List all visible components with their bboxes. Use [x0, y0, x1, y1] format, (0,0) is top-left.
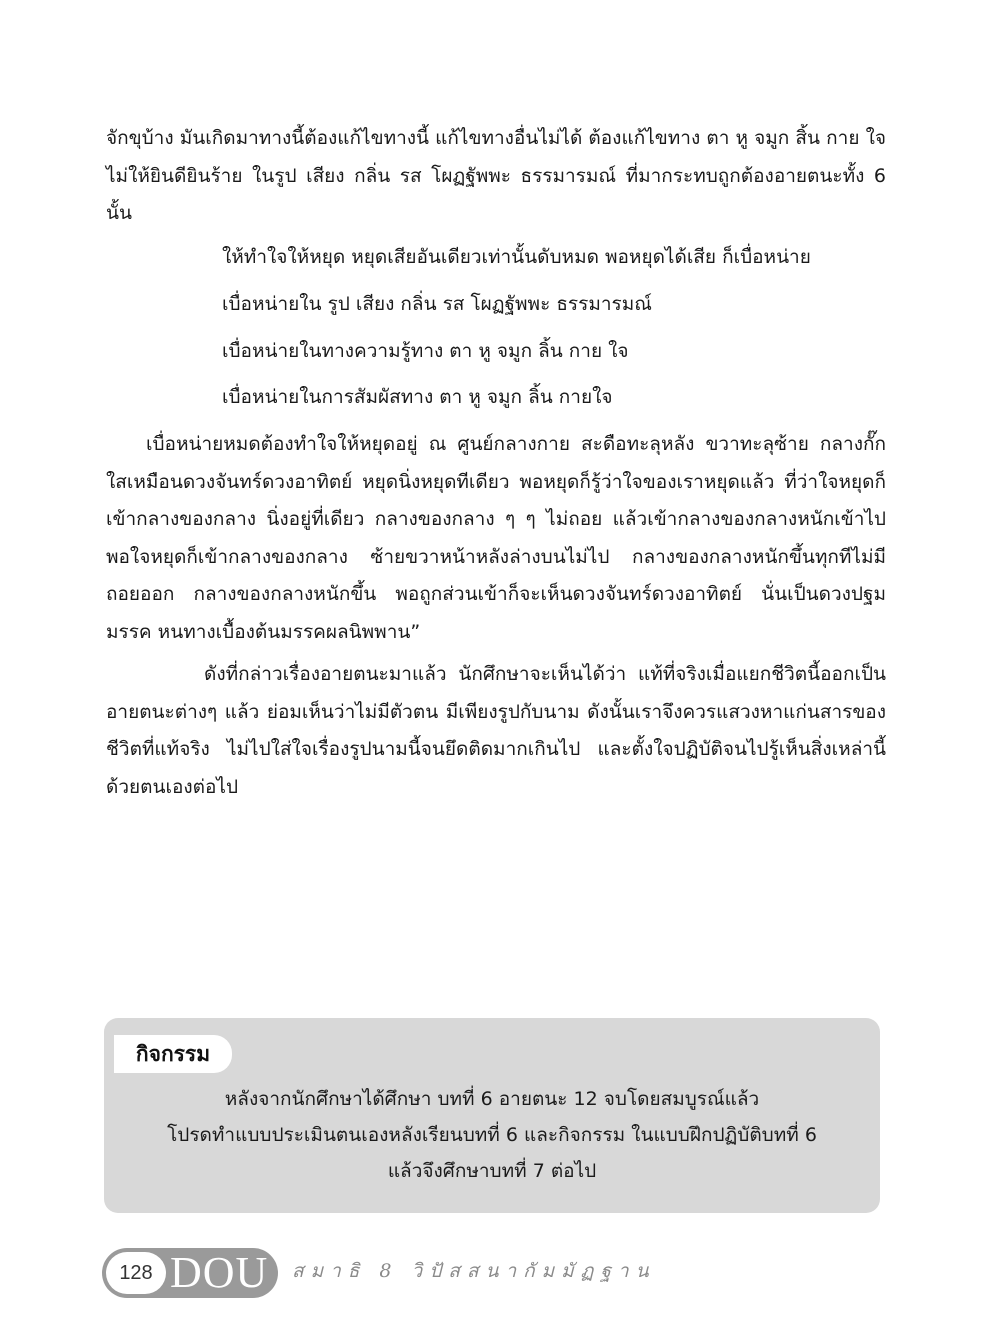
activity-line-1: หลังจากนักศึกษาได้ศึกษา บทที่ 6 อายตนะ 12 จบโดยสมบูรณ์แล้ว — [224, 1088, 760, 1110]
body-paragraph-2: เบื่อหน่ายหมดต้องทำใจให้หยุดอยู่ ณ ศูนย์กลางกาย สะดือทะลุหลัง ขวาทะลุซ้าย กลางกั๊ก ใสเหมือนดวงจันทร์ดวงอาทิตย์ หยุดนิ่งหยุดทีเดียว พอหยุดก็รู้ว่าใจของเราหยุดแล้ว ที่ว่าใจหยุดก็เข้ากลางของกลาง นิ่งอยู่ที่เดียว กลางของกลาง ๆ ๆ ไม่ถอย แล้วเข้ากลางของกลางหนักเข้าไป พอใจหยุดก็เข้ากลางของกลาง ซ้ายขวาหน้าหลังล่างบนไม่ไป กลางของกลางหนักขึ้นทุกทีไม่มีถอยออก กลางของกลางหนักขึ้น พอถูกส่วนเข้าก็จะเห็นดวงจันทร์ดวงอาทิตย์ นั่นเป็นดวงปฐมมรรค หนทางเบื้องต้นมรรคผลนิพพาน” — [106, 433, 886, 643]
verse-line-1: ให้ทำใจให้หยุด หยุดเสียอันเดียวเท่านั้นดับหมด พอหยุดได้เสีย ก็เบื่อหน่าย — [222, 246, 811, 268]
activity-label: กิจกรรม — [114, 1035, 232, 1073]
verse-line-4: เบื่อหน่ายในการสัมผัสทาง ตา หู จมูก ลิ้น กายใจ — [222, 386, 613, 408]
verse-line-2: เบื่อหน่ายใน รูป เสียง กลิ่น รส โผฏฐัพพะ ธรรมารมณ์ — [222, 293, 652, 315]
brand-logo-text: DOU — [170, 1248, 269, 1297]
activity-line-2: โปรดทำแบบประเมินตนเองหลังเรียนบทที่ 6 และกิจกรรม ในแบบฝึกปฏิบัติบทที่ 6 — [167, 1124, 817, 1146]
body-paragraph-3: ดังที่กล่าวเรื่องอายตนะมาแล้ว นักศึกษาจะเห็นได้ว่า แท้ที่จริงเมื่อแยกชีวิตนี้ออกเป็นอายตนะต่างๆ แล้ว ย่อมเห็นว่าไม่มีตัวตน มีเพียงรูปกับนาม ดังนั้นเราจึงควรแสวงหาแก่นสารของชีวิตที่แท้จริง ไม่ไปใส่ใจเรื่องรูปนามนี้จนยึดติดมากเกินไป และตั้งใจปฏิบัติจนไปรู้เห็นสิ่งเหล่านี้ด้วยตนเองต่อไป — [106, 663, 886, 798]
running-book-title: สมาธิ 8 วิปัสสนากัมมัฏฐาน — [292, 1260, 656, 1282]
body-paragraph-1: จักขุบ้าง มันเกิดมาทางนี้ต้องแก้ไขทางนี้ แก้ไขทางอื่นไม่ได้ ต้องแก้ไขทาง ตา หู จมูก สิ้น กาย ใจ ไม่ให้ยินดียินร้าย ในรูป เสียง กลิ่น รส โผฏฐัพพะ ธรรมารมณ์ ที่มากระทบถูกต้องอายตนะทั้ง 6 นั้น — [106, 127, 886, 224]
verse-line-3: เบื่อหน่ายในทางความรู้ทาง ตา หู จมูก ลิ้น กาย ใจ — [222, 340, 629, 362]
activity-line-3: แล้วจึงศึกษาบทที่ 7 ต่อไป — [387, 1160, 597, 1182]
page-number: 128 — [106, 1252, 166, 1294]
